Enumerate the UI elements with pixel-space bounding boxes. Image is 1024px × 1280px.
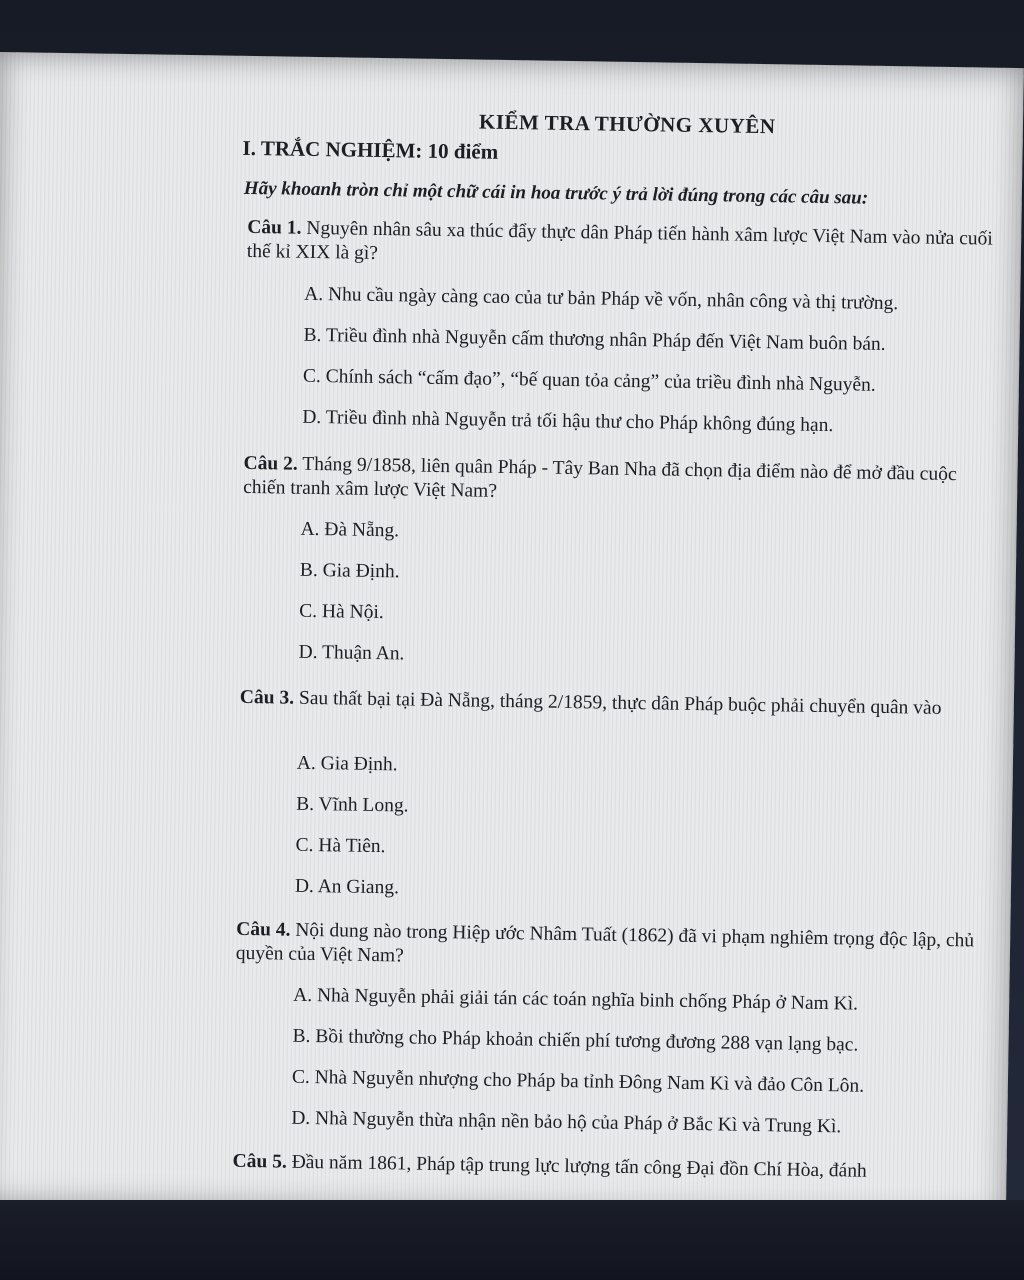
document-page: [0, 52, 1024, 1220]
question-1-option-a[interactable]: A. Nhu cầu ngày càng cao của tư bản Pháp về vốn, nhân công và thị trường.: [304, 283, 899, 315]
instruction-text: Hãy khoanh tròn chỉ một chữ cái in hoa trước ý trả lời đúng trong các câu sau:: [243, 177, 869, 209]
question-2-option-a[interactable]: A. Đà Nẵng.: [300, 518, 400, 542]
question-text: Nội dung nào trong Hiệp ước Nhâm Tuất (1862) đã vi phạm nghiêm trọng độc lập, chủ quyền của Việt Nam?: [235, 919, 975, 967]
question-1-option-c[interactable]: C. Chính sách “cấm đạo”, “bế quan tỏa cảng” của triều đình nhà Nguyễn.: [302, 365, 876, 396]
question-4-option-b[interactable]: B. Bồi thường cho Pháp khoản chiến phí tương đương 288 vạn lạng bạc.: [292, 1025, 859, 1056]
question-3-option-c[interactable]: C. Hà Tiên.: [295, 834, 386, 858]
question-2-option-c[interactable]: C. Hà Nội.: [299, 600, 384, 624]
question-4-option-a[interactable]: A. Nhà Nguyễn phải giải tán các toán nghĩa binh chống Pháp ở Nam Kì.: [293, 984, 859, 1015]
question-4-option-d[interactable]: D. Nhà Nguyễn thừa nhận nền bảo hộ của Pháp ở Bắc Kì và Trung Kì.: [291, 1107, 842, 1138]
question-3-option-a[interactable]: A. Gia Định.: [296, 752, 398, 776]
question-5: [232, 1150, 992, 1186]
question-3-option-b[interactable]: B. Vĩnh Long.: [296, 793, 409, 817]
page-title: KIỂM TRA THƯỜNG XUYÊN: [478, 109, 776, 139]
question-text: Đầu năm 1861, Pháp tập trung lực lượng tấn công Đại đồn Chí Hòa, đánh: [291, 1151, 867, 1182]
question-label: Câu 5.: [232, 1150, 287, 1173]
question-3: [240, 686, 1000, 722]
question-4-option-c[interactable]: C. Nhà Nguyễn nhượng cho Pháp ba tỉnh Đông Nam Kì và đảo Côn Lôn.: [291, 1066, 865, 1097]
question-1-option-b[interactable]: B. Triều đình nhà Nguyễn cấm thương nhân Pháp đến Việt Nam buôn bán.: [303, 324, 886, 355]
question-2: [243, 452, 1004, 512]
question-label: Câu 4.: [236, 918, 291, 941]
question-1: [247, 216, 1008, 276]
question-label: Câu 2.: [243, 452, 298, 475]
question-text: Tháng 9/1858, liên quân Pháp - Tây Ban Nha đã chọn địa điểm nào để mở đầu cuộc chiến tranh xâm lược Việt Nam?: [243, 453, 957, 502]
question-3-option-d[interactable]: D. An Giang.: [294, 875, 400, 899]
question-1-option-d[interactable]: D. Triều đình nhà Nguyễn trả tối hậu thư cho Pháp không đúng hạn.: [302, 406, 834, 437]
question-label: Câu 3.: [239, 686, 295, 709]
monitor-bezel: [0, 1200, 1024, 1280]
question-2-option-d[interactable]: D. Thuận An.: [298, 641, 405, 665]
section-heading: I. TRẮC NGHIỆM: 10 điểm: [242, 135, 499, 164]
question-text: Sau thất bại tại Đà Nẵng, tháng 2/1859, thực dân Pháp buộc phải chuyển quân vào: [298, 687, 942, 719]
question-label: Câu 1.: [247, 216, 302, 239]
question-2-option-b[interactable]: B. Gia Định.: [299, 559, 400, 583]
question-text: Nguyên nhân sâu xa thúc đẩy thực dân Pháp tiến hành xâm lược Việt Nam vào nửa cuối thế kỉ XIX là gì?: [246, 217, 993, 264]
question-4: [236, 918, 997, 978]
